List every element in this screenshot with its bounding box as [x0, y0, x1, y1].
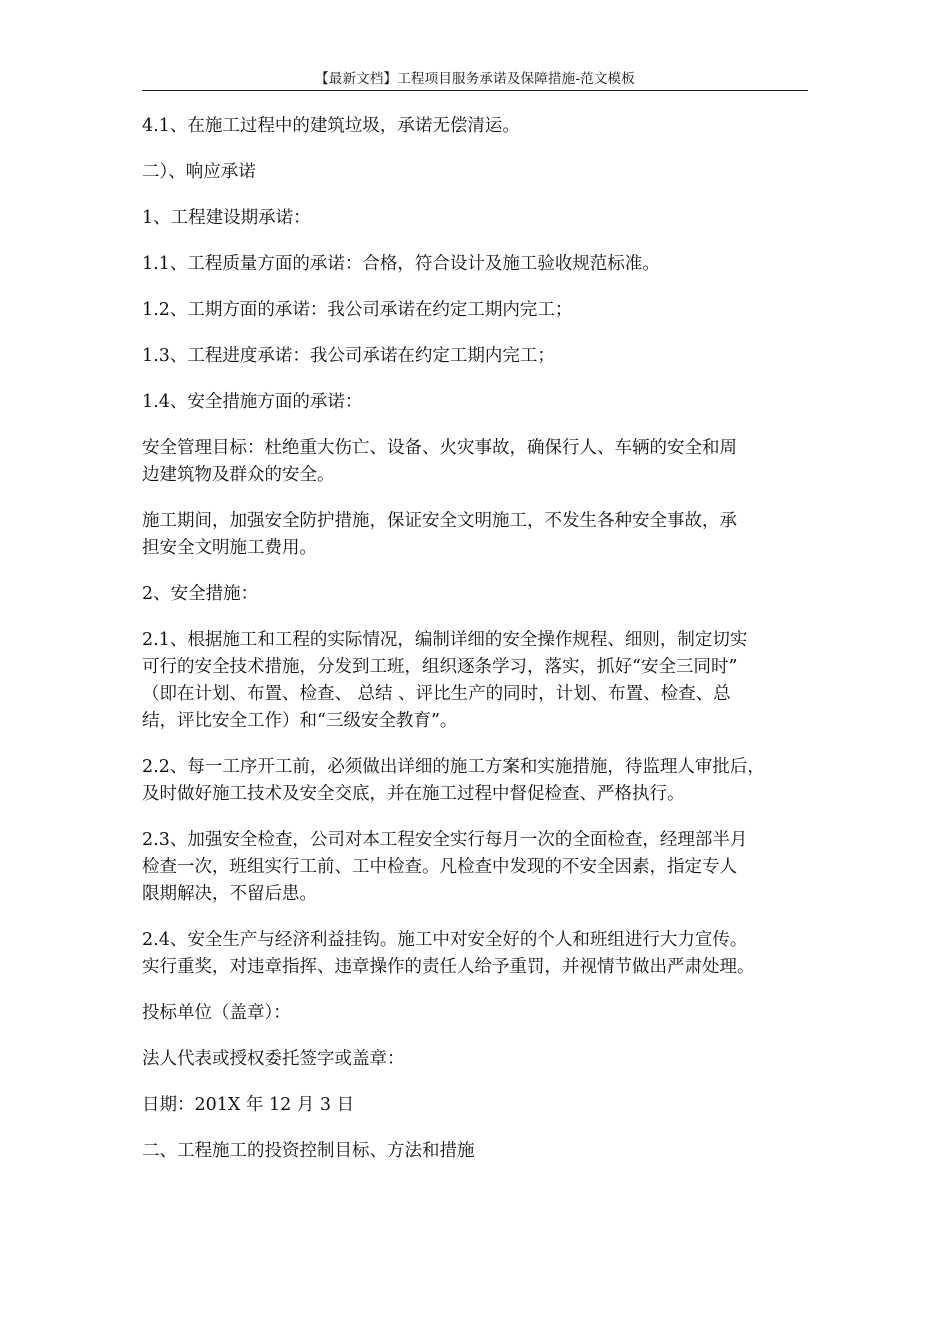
text-line: 2.1、根据施工和工程的实际情况，编制详细的安全操作规程、细则，制定切实 [142, 630, 748, 650]
text-line: 1.4、安全措施方面的承诺： [142, 392, 363, 412]
text-line: 2.4、安全生产与经济利益挂钩。施工中对安全好的个人和班组进行大力宣传。 [142, 930, 748, 950]
text-line: 1.3、工程进度承诺：我公司承诺在约定工期内完工； [142, 346, 555, 366]
paragraph [142, 1000, 810, 1027]
text-line: 1、工程建设期承诺： [142, 208, 311, 228]
paragraph [142, 435, 810, 489]
paragraph [142, 827, 810, 908]
text-line: （即在计划、布置、检查、 总结 、评比生产的同时，计划、布置、检查、总 [142, 684, 731, 704]
text-line: 可行的安全技术措施，分发到工班，组织逐条学习，落实，抓好“安全三同时” [142, 657, 738, 677]
text-line: 2.3、加强安全检查，公司对本工程安全实行每月一次的全面检查，经理部半月 [142, 830, 748, 850]
text-line: 边建筑物及群众的安全。 [142, 465, 335, 485]
paragraph [142, 581, 810, 608]
text-line: 二）、响应承诺 [142, 162, 256, 182]
page-header [142, 70, 808, 91]
header-title: 【最新文档】工程项目服务承诺及保障措施-范文模板 [315, 71, 635, 87]
text-line: 2.2、每一工序开工前，必须做出详细的施工方案和实施措施，待监理人审批后， [142, 757, 765, 777]
paragraph [142, 1046, 810, 1073]
paragraph [142, 508, 810, 562]
text-line: 日期：201X 年 12 月 3 日 [142, 1095, 355, 1115]
text-line: 1.1、工程质量方面的承诺：合格，符合设计及施工验收规范标准。 [142, 254, 660, 274]
paragraph [142, 1092, 810, 1119]
paragraph [142, 205, 810, 232]
text-line: 2、安全措施： [142, 584, 259, 604]
paragraph [142, 389, 810, 416]
paragraph [142, 113, 810, 140]
paragraph [142, 1138, 810, 1165]
text-line: 施工期间，加强安全防护措施，保证安全文明施工，不发生各种安全事故，承 [142, 511, 737, 531]
paragraph [142, 927, 810, 981]
text-line: 检查一次，班组实行工前、工中检查。凡检查中发现的不安全因素，指定专人 [142, 857, 737, 877]
text-line: 4.1、在施工过程中的建筑垃圾，承诺无偿清运。 [142, 116, 520, 136]
text-line: 安全管理目标：杜绝重大伤亡、设备、火灾事故，确保行人、车辆的安全和周 [142, 438, 737, 458]
text-line: 1.2、工期方面的承诺：我公司承诺在约定工期内完工； [142, 300, 573, 320]
paragraph [142, 754, 810, 808]
paragraph [142, 343, 810, 370]
paragraph [142, 251, 810, 278]
text-line: 担安全文明施工费用。 [142, 538, 317, 558]
text-line: 结，评比安全工作）和“三级安全教育”。 [142, 711, 458, 731]
text-line: 投标单位（盖章）： [142, 1003, 291, 1023]
paragraph [142, 297, 810, 324]
text-line: 实行重奖，对违章指挥、违章操作的责任人给予重罚，并视情节做出严肃处理。 [142, 957, 755, 977]
text-line: 法人代表或授权委托签字或盖章： [142, 1049, 405, 1069]
text-line: 限期解决，不留后患。 [142, 884, 317, 904]
document-body [142, 113, 810, 1184]
text-line: 二、工程施工的投资控制目标、方法和措施 [142, 1141, 475, 1161]
paragraph [142, 627, 810, 735]
text-line: 及时做好施工技术及安全交底，并在施工过程中督促检查、严格执行。 [142, 784, 685, 804]
paragraph [142, 159, 810, 186]
